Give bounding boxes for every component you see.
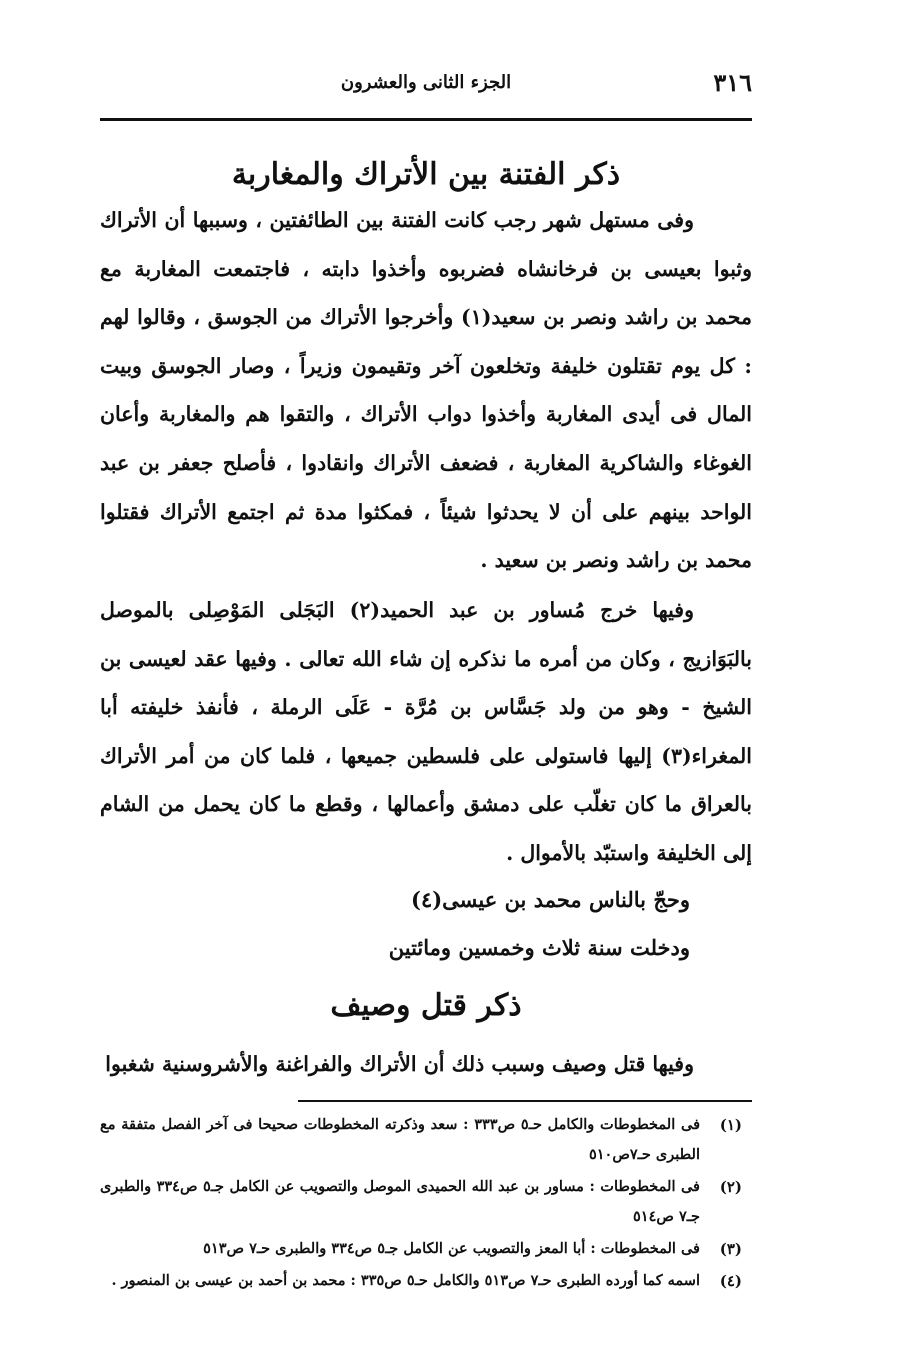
footnote: [100, 1266, 752, 1296]
footnote-text: فى المخطوطات : مساور بن عبد الله الحميدى الموصل والتصويب عن الكامل جـ٥ ص٣٣٤ والطبرى جـ٧ ص٥١٤: [100, 1178, 700, 1225]
section-heading-wasif: ذكر قتل وصيف: [330, 988, 522, 1023]
running-header: [100, 68, 752, 104]
footnote-text: اسمه كما أورده الطبرى حـ٧ ص٥١٣ والكامل حـ٥ ص٣٣٥ : محمد بن أحمد بن عيسى بن المنصور .: [111, 1272, 700, 1289]
pilgrimage-line: وحجّ بالناس محمد بن عيسى(٤): [411, 887, 690, 912]
paragraph-fitna: وفى مستهل شهر رجب كانت الفتنة بين الطائفتين ، وسببها أن الأتراك وثبوا بعيسى بن فرخانشاه فضربوه وأخذوا دابته ، فاجتمعت المغاربة مع محمد بن راشد ونصر بن سعيد(١) وأخرجوا الأتراك من الجوسق ، وقالوا لهم : كل يوم تقتلون خليفة وتخلعون آخر وتقيمون وزيراً ، وصار الجوسق وبيت المال فى أيدى المغاربة وأخذوا دواب الأتراك ، والتقوا هم والمغاربة وأعان الغوغاء والشاكرية المغاربة ، فضعف الأتراك وانقادوا ، فأصلح جعفر بن عبد الواحد بينهم على أن لا يحدثوا شيئاً ، فمكثوا مدة ثم اجتمع الأتراك فقتلوا محمد بن راشد ونصر بن سعيد .: [100, 208, 753, 573]
header-rule: [100, 118, 752, 121]
section-heading-fitna: ذكر الفتنة بين الأتراك والمغاربة: [231, 157, 621, 192]
paragraph-musawir: وفيها خرج مُساور بن عبد الحميد(٢) البَجَلى المَوْصِلى بالموصل بالبَوَازيج ، وكان من أمره ما نذكره إن شاء الله تعالى . وفيها عقد لعيسى بن الشيخ - وهو من ولد جَسَّاس بن مُرَّة - عَلَى الرملة ، فأنفذ خليفته أبا المغراء(٣) إليها فاستولى على فلسطين جميعها ، فلما كان من أمر الأتراك بالعراق ما كان تغلّب على دمشق وأعمالها ، وقطع ما كان يحمل من الشام إلى الخليفة واستبّد بالأموال .: [100, 598, 752, 865]
footnote-marker: (٣): [719, 1240, 742, 1258]
footnote-text: فى المخطوطات والكامل حـ٥ ص٣٣٣ : سعد وذكرته المخطوطات صحيحا فى آخر الفصل متفقة مع الطبرى حـ٧ص٥١٠: [100, 1116, 700, 1163]
paragraph-wasif: وفيها قتل وصيف وسبب ذلك أن الأتراك والفراغنة والأشروسنية شغبوا: [105, 1052, 694, 1076]
footnote-marker: (٢): [719, 1178, 742, 1196]
footnote-rule: [298, 1100, 752, 1102]
year-line: ودخلت سنة ثلاث وخمسين ومائتين: [388, 935, 690, 960]
footnote-text: فى المخطوطات : أبا المعز والتصويب عن الكامل جـ٥ ص٣٣٤ والطبرى حـ٧ ص٥١٣: [203, 1240, 700, 1257]
footnote: [100, 1234, 752, 1264]
footnote-marker: (٤): [719, 1272, 742, 1290]
footnote: [100, 1172, 752, 1232]
running-title: الجزء الثانى والعشرون: [340, 72, 512, 93]
footnote-marker: (١): [719, 1116, 742, 1134]
footnotes: [100, 1110, 752, 1298]
footnote: [100, 1110, 752, 1170]
page-number: ٣١٦: [713, 68, 752, 97]
